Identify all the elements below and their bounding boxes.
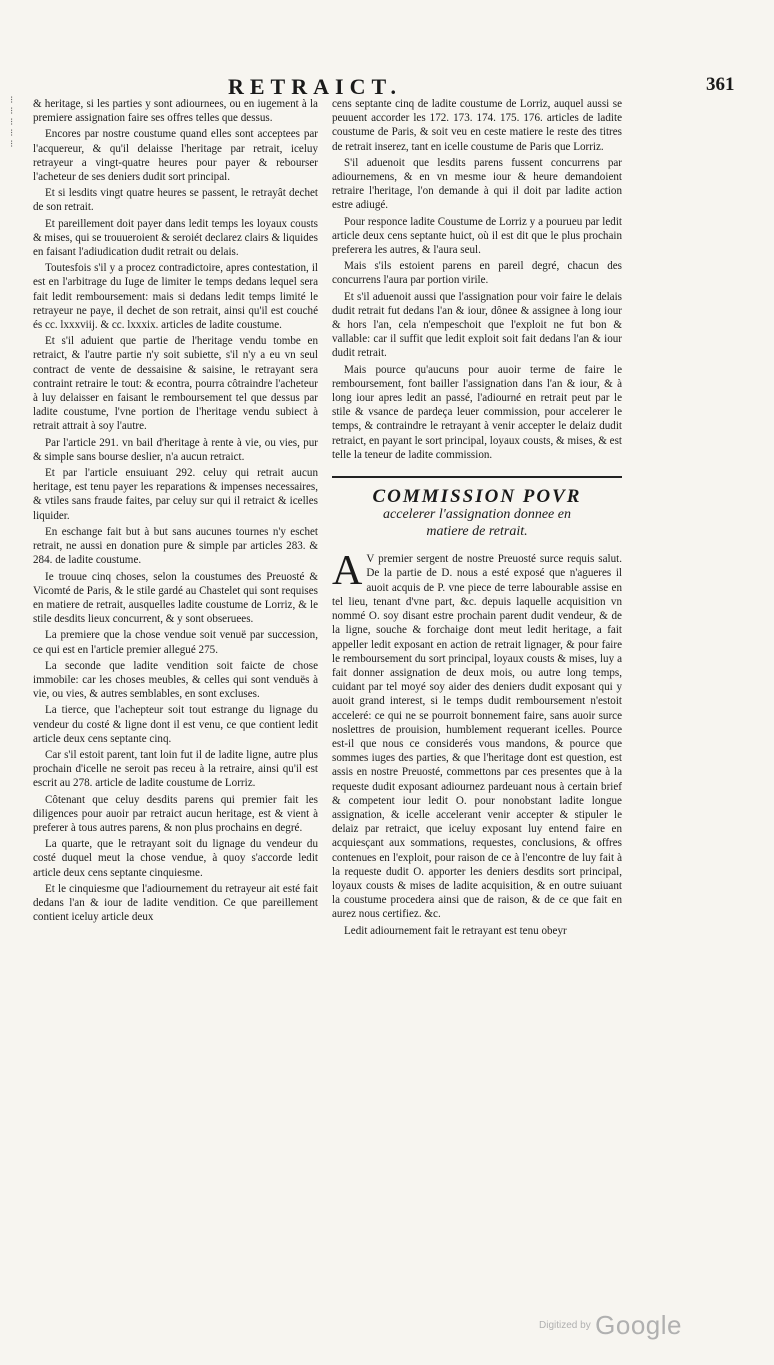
page-number: 361 bbox=[706, 74, 735, 95]
paragraph: La tierce, que l'achepteur soit tout estrange du lignage du vendeur du costé & ligne dont il est venu, ce que contient ledit article deux cens septante cinq. bbox=[33, 704, 318, 745]
paragraph: Et si lesdits vingt quatre heures se passent, le retrayât dechet de son retrait. bbox=[33, 187, 318, 214]
paragraph: Toutesfois s'il y a procez contradictoire, apres contestation, il est en l'arbitrage du Iuge de limiter le temps dedans lequel sera fait ledit remboursement: mais si dedans ledit temps limité le retrayeur ne paye, il dechet de son retrait, ainsi qu'il est couché és cc. lxxxviij. & cc. lxxxix. articles de ladite coustume. bbox=[33, 262, 318, 332]
paragraph: Car s'il estoit parent, tant loin fut il de ladite ligne, autre plus prochain d'icelle ne seroit pas receu à la retraire, ainsi qu'il est escrit au 278. article de ladite coustume de Lorriz. bbox=[33, 748, 318, 790]
paragraph: La seconde que ladite vendition soit faicte de chose immobile: car les choses meubles, & celles qui sont venduës à vie, ou vies, & autres semblables, en sont excluses. bbox=[33, 659, 318, 701]
paragraph: En eschange fait but à but sans aucunes tournes n'y eschet retrait, ne aussi en donation pure & simple par articles 283. & 284. de ladite coustume. bbox=[33, 525, 318, 567]
section-title: COMMISSION POVR bbox=[372, 486, 582, 508]
paragraph: S'il aduenoit que lesdits parens fussent concurrens par adiournemens, & en vn mesme iour & heure demandoient retraire l'heritage, l'on demande à qui il doit par ladite action estre adiugé. bbox=[332, 156, 622, 212]
paragraph: Encores par nostre coustume quand elles sont acceptees par l'acquereur, & qu'il delaisse l'heritage par retrait, iceluy retrayeur a vingt-quatre heures pour payer & rebourser l'acheteur de ses deniers dudit sort principal. bbox=[33, 128, 318, 184]
paragraph: Et par l'article ensuiuant 292. celuy qui retrait aucun heritage, est tenu payer les reparations & impenses necessaires, & vtiles sans fraude faites, par celuy sur qui il retraict & icelles liquider. bbox=[33, 467, 318, 522]
watermark-prefix: Digitized by bbox=[539, 1320, 591, 1331]
paragraph: Côtenant que celuy desdits parens qui premier fait les diligences pour auoir par retraict aucun heritage, est & vient à preferer à tous autres parens, & non plus prochains en degré. bbox=[33, 793, 318, 834]
margin-marks: ⁝ ⁝ ⁝ ⁝ ⁝ bbox=[10, 95, 14, 150]
paragraph: Et pareillement doit payer dans ledit temps les loyaux cousts & mises, qui se trouueroient & seroiét declarez clairs & liquides en faisant l'adiudication dudit retrait ou delais. bbox=[33, 217, 318, 259]
drop-cap: A bbox=[332, 548, 363, 595]
paragraph: V premier sergent de nostre Preuosté surce requis salut. De la partie de D. nous a esté exposé que n'agueres il auoit acquis de P. vne piece de terre labourable assise en tel lieu, tenant d'vne part, &c. depuis laquelle acquisition vn nommé O. soy disant estre prochain parent dudit vendeur, & de la ligne, souche & forchaige dont meut ledit heritage, a fait appeller ledit exposant en action de retrait lignager, & pour faire le remboursement du sort principal, loyaux cousts & mises, luy a fait donner assignation de deux mois, ou autre long temps, cuidant par tel moyé soy aider des deniers dudit exposant qui y auoit grand interest, si le temps dudit remboursement n'estoit acceleré: ce qui ne se pourroit bonnement faire, sans auoir surce noslettres de prouision, humblement requerant icelles. Pource est-il que nous ce considerés vous mandons, & pource que sommes iuges des parties, & que l'heritage dont est question, est assis en nostre Preuosté, commettons par ces presentes que à la requeste dudit exposant adiournez pardeuant nous à certain brief & competent iour ledit O. pour nonobstant ladite longue assignation, & icelle accelerant venir accepter & stipuler le delaiz par retraict, que iceluy exposant luy entend faire en acquiesçant aux sommations, requestes, conclusions, & offres contenues en l'exploit, pour raison de ce à l'encontre de luy fait à la requeste dudit O. apporter les deniers desdits sort principal, loyaux cousts & mises de ladite acquisition, & en outre suiuant la coustume procedera ainsi que de raison, & de ce que fait en aurez nous certifiez. &c. bbox=[332, 553, 622, 921]
running-head: RETRAICT. bbox=[228, 74, 403, 99]
paragraph: La quarte, que le retrayant soit du lignage du vendeur du costé duquel meut la chose vendue, à quoy s'accorde ledit article deux cens septante cinquiesme. bbox=[33, 838, 318, 879]
paragraph: La premiere que la chose vendue soit venuë par succession, ce qui est en l'article premier allegué 275. bbox=[33, 629, 318, 656]
paragraph: Et s'il aduenoit aussi que l'assignation pour voir faire le delais dudit retrait fut dedans l'an & iour, dônee & assignee à long iour & hors l'an, cela n'empeschoit que l'exploit ne fut bon & vallable: car il suffit que ledit exploit soit fait dedans l'an & iour dudit retrait. bbox=[332, 290, 622, 360]
paragraph: Par l'article 291. vn bail d'heritage à rente à vie, ou vies, pur & simple sans bourse deslier, n'a aucun retraict. bbox=[33, 436, 318, 463]
paragraph: Ie trouue cinq choses, selon la coustumes des Preuosté & Vicomté de Paris, & le stile gardé au Chastelet qui sont requises en matiere de retrait, ausquelles ladite coustume de Lorriz, & le stile desdits lieux concurrent, & y sont obseruees. bbox=[33, 570, 318, 626]
section-subtitle: accelerer l'assignation donnee en matiere de retrait. bbox=[383, 507, 571, 540]
paragraph: Et s'il aduient que partie de l'heritage vendu tombe en retraict, & l'autre partie n'y soit subiette, s'il n'y a eu vn seul contract de vente de dessaisine & saisine, le retrayant sera contraint retraire le tout: & econtra, pourra côtraindre l'acheteur à luy delaisser en faisant le remboursement tel que dessus par ladite coustume, l'vne portion de l'heritage vendu subiect à retrait attrait à soy l'autre. bbox=[33, 335, 318, 433]
paragraph: Ledit adiournement fait le retrayant est tenu obeyr bbox=[344, 924, 567, 937]
right-column bbox=[332, 97, 622, 940]
paragraph: cens septante cinq de ladite coustume de Lorriz, auquel aussi se peuuent accorder les 172. 173. 174. 175. 176. articles de ladite coustume de Paris, & soit veu en ceste matiere le reste des titres de retrait inserez, tant en icelle coustume de Paris que Lorriz. bbox=[332, 98, 622, 153]
google-logo: Google bbox=[595, 1310, 682, 1340]
paragraph: Et le cinquiesme que l'adiournement du retrayeur ait esté fait dedans l'an & iour de ladite vendition. Ce que pareillement contient iceluy article deux bbox=[33, 882, 318, 924]
commission-text bbox=[332, 548, 622, 937]
paragraph: Mais pource qu'aucuns pour auoir terme de faire le remboursement, font bailler l'assignation dans l'an & iour, & à long iour apres ledit an passé, l'adiourné en retrait peut par le stile & vsance de pardeça leuer commission, pour accelerer le temps, & contraindre le retrayant à venir accepter le delaiz dudit retraict, en payant le sort principal, loyaux cousts, & mises, & est telle la teneur de ladite commission. bbox=[332, 363, 622, 461]
left-column bbox=[33, 97, 318, 926]
paragraph: Mais s'ils estoient parens en pareil degré, chacun des concurrens l'aura par portion virile. bbox=[332, 260, 622, 287]
section-divider bbox=[332, 476, 622, 478]
digitized-watermark bbox=[539, 1310, 682, 1341]
paragraph: Pour responce ladite Coustume de Lorriz y a pourueu par ledit article deux cens septante huict, où il est dit que le plus prochain preferera les autres, & l'aura seul. bbox=[332, 215, 622, 257]
paragraph: & heritage, si les parties y sont adiournees, ou en iugement à la premiere assignation faire ses offres telles que dessus. bbox=[33, 98, 318, 125]
